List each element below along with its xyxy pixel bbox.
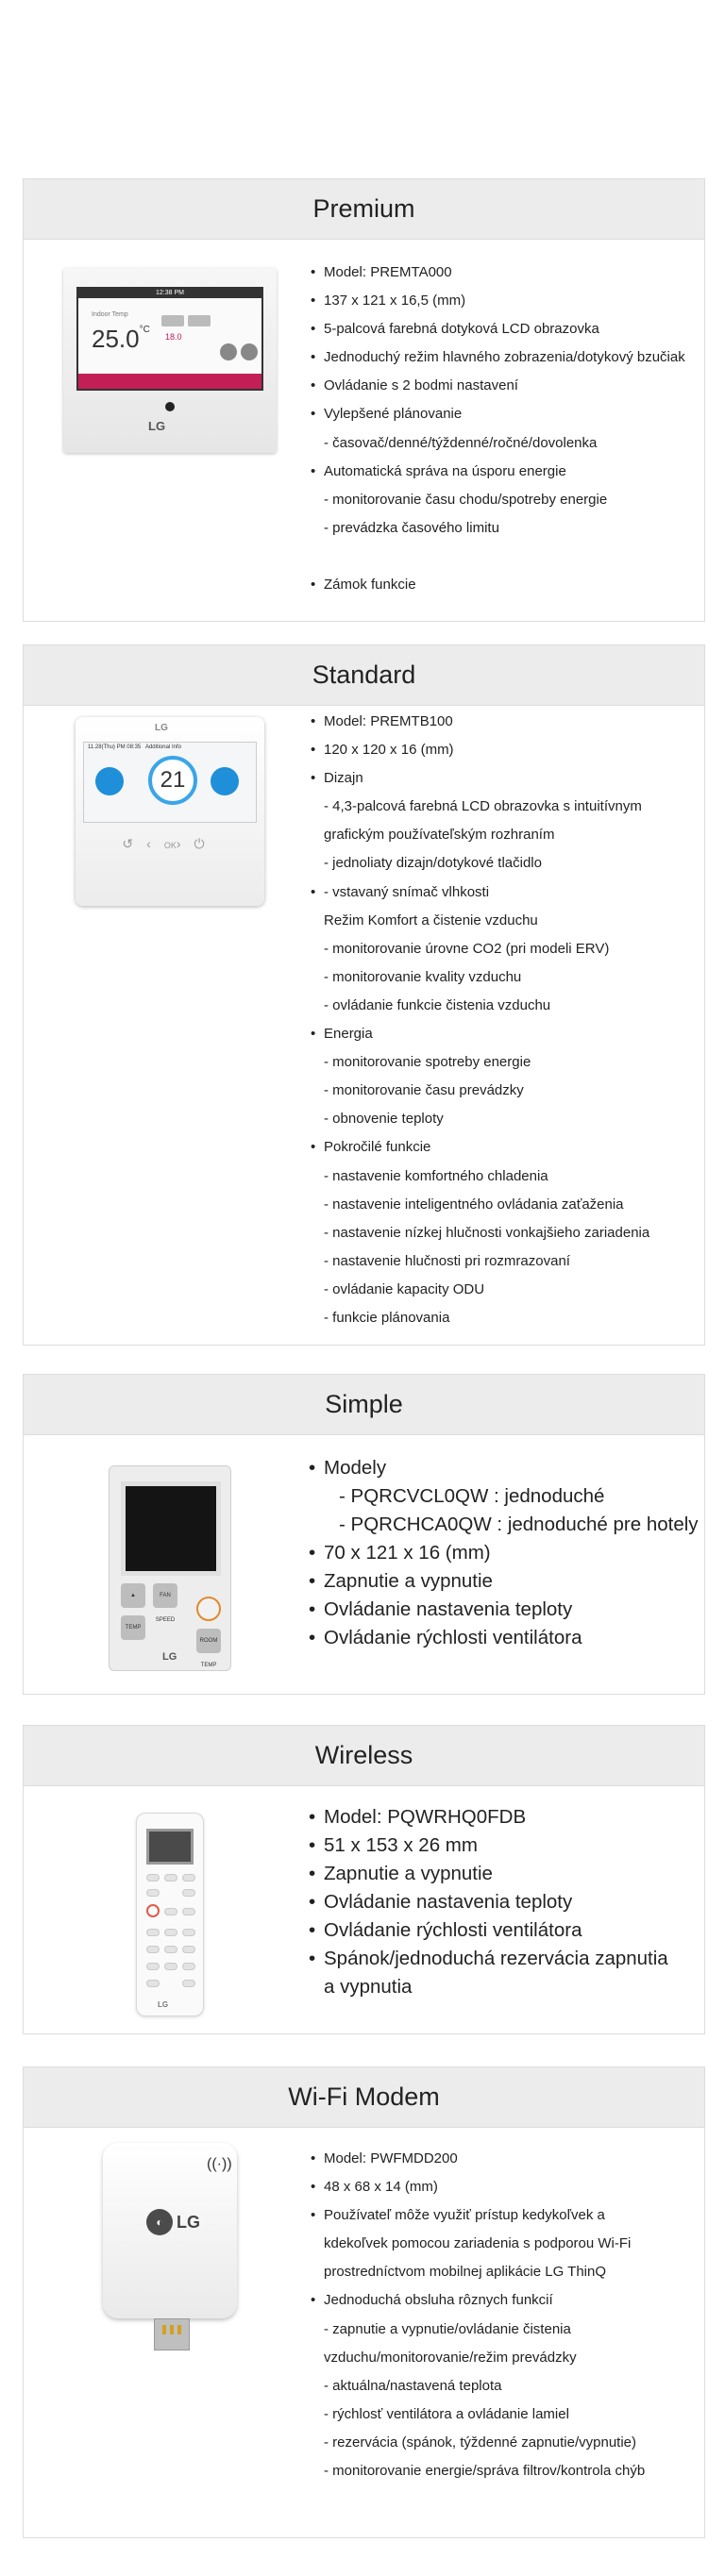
fan-speed-button: FAN SPEED — [153, 1583, 177, 1608]
spec-item: - jednoliaty dizajn/dotykové tlačidlo — [324, 855, 542, 872]
power-icon — [196, 1597, 221, 1621]
remote-key — [182, 1963, 195, 1970]
spec-item: - monitorovanie energie/správa filtrov/kontrola chýb — [324, 2463, 646, 2480]
spec-item: - časovač/denné/týždenné/ročné/dovolenka — [324, 434, 598, 451]
spec-item: a vypnutia — [324, 1976, 413, 1998]
spec-item: • Model: PREMTA000 — [324, 259, 699, 287]
premium-temp-unit: °C — [139, 325, 150, 335]
premium-set-temp: 18.0 — [165, 332, 182, 342]
spec-item: - monitorovanie času prevádzky — [324, 1082, 524, 1099]
spec-item: - PQRCVCL0QW : jednoduché — [339, 1485, 605, 1507]
spec-item: - monitorovanie času chodu/spotreby energie — [324, 491, 608, 508]
wireless-remote — [136, 1813, 204, 2016]
spec-item: • Jednoduchá obsluha rôznych funkcií — [324, 2286, 699, 2315]
lg-logo-icon: ◐ — [146, 2209, 173, 2235]
premium-screen — [76, 287, 263, 391]
remote-key — [146, 1929, 160, 1936]
spec-item: - PQRCHCA0QW : jednoduché pre hotely — [339, 1514, 699, 1535]
spec-item: • Ovládanie nastavenia teploty — [324, 1596, 699, 1624]
spec-item: • 5-palcová farebná dotyková LCD obrazovka — [324, 315, 699, 343]
spec-item: - nastavenie komfortného chladenia — [324, 1167, 548, 1184]
spec-item: • Model: PWFMDD200 — [324, 2145, 699, 2173]
remote-key — [182, 1946, 195, 1953]
spec-item: kdekoľvek pomocou zariadenia s podporou Wi-Fi — [324, 2235, 632, 2252]
spec-item: - monitorovanie spotreby energie — [324, 1054, 531, 1071]
wireless-device-image — [52, 1786, 288, 2016]
wifi-logo: LG — [177, 2213, 200, 2232]
spec-item: - monitorovanie kvality vzduchu — [324, 968, 522, 985]
spec-item: • Ovládanie rýchlosti ventilátora — [324, 1916, 699, 1945]
spec-item: • Model: PREMTB100 — [324, 708, 699, 736]
remote-key — [146, 1889, 160, 1897]
standard-cool-icon — [95, 767, 124, 795]
spec-item: - rezervácia (spánok, týždenné zapnutie/vypnutie) — [324, 2434, 637, 2451]
standard-controller — [76, 717, 264, 906]
standard-spec-list — [324, 708, 699, 1332]
spec-item: • Spánok/jednoduchá rezervácia zapnutia — [324, 1945, 699, 1973]
spec-item: • 137 x 121 x 16,5 (mm) — [324, 287, 699, 315]
premium-temp — [92, 325, 150, 354]
premium-mode-icon — [220, 343, 237, 360]
standard-screen — [83, 742, 257, 823]
spec-item: • 48 x 68 x 14 (mm) — [324, 2173, 699, 2201]
spec-item: - prevádzka časového limitu — [324, 519, 499, 536]
spec-item: • Energia — [324, 1020, 699, 1048]
spec-item: • Zapnutie a vypnutie — [324, 1860, 699, 1888]
remote-power-icon — [146, 1904, 160, 1917]
wireless-title: Wireless — [24, 1726, 704, 1786]
spec-item: - zapnutie a vypnutie/ovládanie čistenia — [324, 2320, 571, 2337]
spec-item: • 120 x 120 x 16 (mm) — [324, 736, 699, 764]
spec-item: • Model: PQWRHQ0FDB — [324, 1803, 699, 1832]
wireless-screen — [146, 1829, 194, 1865]
premium-title: Premium — [24, 179, 704, 240]
usb-connector — [154, 2318, 190, 2350]
simple-screen — [121, 1481, 221, 1576]
spec-item: • Pokročilé funkcie — [324, 1133, 699, 1162]
spec-item: • 51 x 153 x 26 mm — [324, 1832, 699, 1860]
standard-title: Standard — [24, 645, 704, 706]
standard-logo: LG — [155, 723, 168, 733]
wifi-device-image — [52, 2128, 288, 2318]
spec-item: • Ovládanie s 2 bodmi nastavení — [324, 372, 699, 400]
premium-sensor-dot — [165, 402, 175, 411]
remote-key — [182, 1929, 195, 1936]
premium-clock: 12:38 PM — [78, 289, 261, 298]
spec-item: - rýchlosť ventilátora a ovládanie lamiel — [324, 2405, 569, 2422]
standard-device-image — [52, 706, 288, 906]
simple-controller — [109, 1465, 231, 1671]
premium-menu-bar — [78, 374, 261, 389]
spec-item: • Vylepšené plánovanie — [324, 400, 699, 428]
wifi-modem — [103, 2143, 237, 2318]
temp-down-button: TEMP — [121, 1615, 145, 1640]
spec-item: - aktuálna/nastavená teplota — [324, 2377, 502, 2394]
standard-temp: 21 — [148, 756, 197, 805]
wifi-spec-list — [324, 2145, 699, 2485]
spec-item: Režim Komfort a čistenie vzduchu — [324, 912, 538, 928]
spec-item: • Ovládanie rýchlosti ventilátora — [324, 1624, 699, 1652]
simple-title: Simple — [24, 1375, 704, 1435]
standard-datetime: 11.28(Thu) PM 08:35 — [88, 744, 142, 750]
remote-key — [182, 1980, 195, 1987]
premium-indoor-label: Indoor Temp — [92, 311, 128, 318]
wifi-icon: ((·)) — [207, 2156, 232, 2172]
spec-item: • 70 x 121 x 16 (mm) — [324, 1539, 699, 1567]
simple-section — [23, 1374, 705, 1695]
spec-item: - obnovenie teploty — [324, 1111, 444, 1128]
spec-item: • Zapnutie a vypnutie — [324, 1567, 699, 1596]
premium-controller — [63, 268, 277, 453]
premium-fan-icon — [241, 343, 258, 360]
spec-item: • - vstavaný snímač vlhkosti — [324, 878, 699, 907]
remote-key — [164, 1963, 177, 1970]
spec-item: - ovládanie funkcie čistenia vzduchu — [324, 996, 551, 1013]
spec-item: • Dizajn — [324, 764, 699, 793]
standard-info: Additional Info — [144, 744, 181, 750]
room-temp-button: ROOM TEMP — [196, 1629, 221, 1653]
spec-item: • Používateľ môže využiť prístup kedykoľvek a — [324, 2201, 699, 2230]
wireless-logo: LG — [158, 2000, 169, 2009]
remote-key — [164, 1946, 177, 1953]
standard-nav-keys: ↺‹OK›⏻ — [122, 836, 218, 851]
wireless-spec-list — [324, 1803, 699, 2001]
spec-item: - nastavenie hlučnosti pri rozmrazovaní — [324, 1252, 570, 1269]
remote-key — [146, 1874, 160, 1882]
premium-logo: LG — [148, 419, 166, 433]
remote-key — [146, 1963, 160, 1970]
remote-key — [146, 1946, 160, 1953]
spec-item: • Ovládanie nastavenia teploty — [324, 1888, 699, 1916]
remote-key — [182, 1908, 195, 1915]
premium-temp-value: 25.0 — [92, 325, 140, 353]
remote-key — [164, 1908, 177, 1915]
spec-item: - monitorovanie úrovne CO2 (pri modeli ERV) — [324, 940, 610, 957]
spec-item: prostredníctvom mobilnej aplikácie LG ThinQ — [324, 2264, 607, 2281]
spec-item: • Jednoduchý režim hlavného zobrazenia/dotykový bzučiak — [324, 343, 699, 372]
wireless-section — [23, 1725, 705, 2034]
spec-item: - ovládanie kapacity ODU — [324, 1280, 485, 1297]
remote-key — [182, 1874, 195, 1882]
spec-item: - nastavenie inteligentného ovládania zaťaženia — [324, 1196, 624, 1213]
spec-item: - 4,3-palcová farebná LCD obrazovka s intuitívnym — [324, 798, 642, 815]
temp-up-button: ▲ — [121, 1583, 145, 1608]
remote-key — [164, 1929, 177, 1936]
spec-item: grafickým používateľským rozhraním — [324, 827, 555, 844]
spec-spacer — [324, 543, 699, 571]
wifi-title: Wi-Fi Modem — [24, 2067, 704, 2128]
standard-status — [84, 743, 256, 752]
standard-section — [23, 644, 705, 1346]
spec-item: vzduchu/monitorovanie/režim prevádzky — [324, 2349, 577, 2366]
spec-item: • Zámok funkcie — [324, 571, 699, 599]
spec-item: - nastavenie nízkej hlučnosti vonkajšieho zariadenia — [324, 1224, 650, 1241]
premium-spec-list — [324, 259, 699, 599]
premium-device-image — [52, 240, 288, 453]
spec-item: • Automatická správa na úsporu energie — [324, 458, 699, 486]
wifi-section — [23, 2066, 705, 2538]
remote-key — [146, 1980, 160, 1987]
premium-section — [23, 178, 705, 622]
simple-spec-list — [324, 1454, 699, 1652]
standard-ok: OK — [163, 841, 177, 850]
spec-item: - funkcie plánovania — [324, 1309, 450, 1326]
remote-key — [164, 1874, 177, 1882]
spec-item: • Modely — [324, 1454, 699, 1482]
simple-device-image — [52, 1435, 288, 1671]
simple-logo: LG — [162, 1651, 177, 1663]
standard-mode-icon — [211, 767, 239, 795]
remote-key — [182, 1889, 195, 1897]
